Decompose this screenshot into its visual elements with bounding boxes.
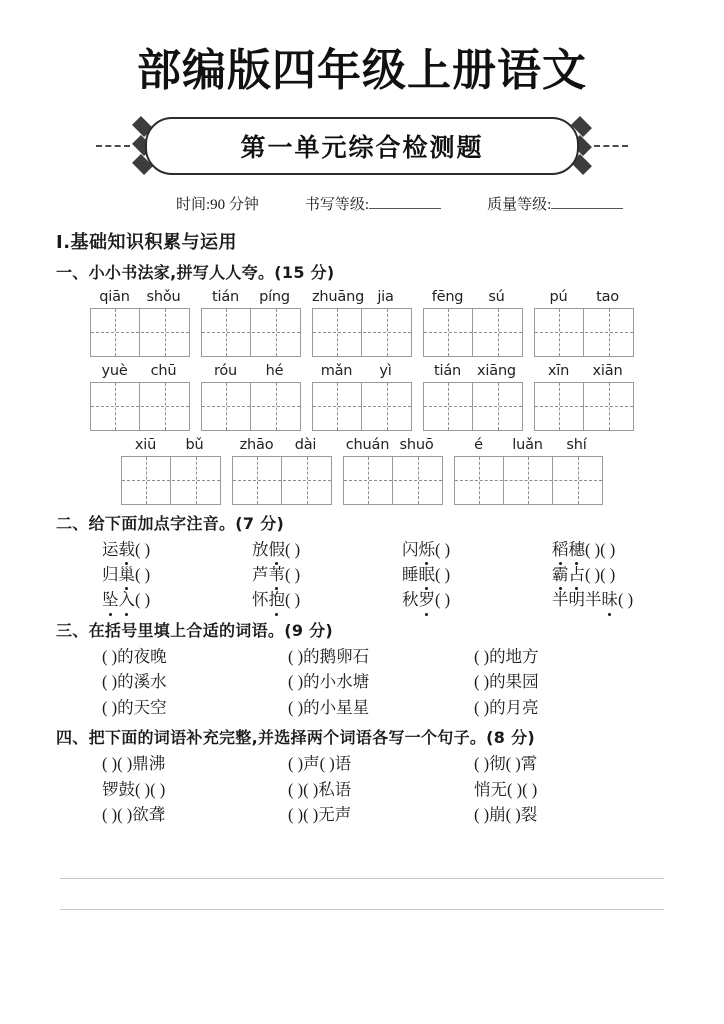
tianzige-cell[interactable] xyxy=(313,309,362,356)
tianzige-cell[interactable] xyxy=(473,383,522,430)
emphasis-dot-char: 稻 xyxy=(552,538,569,561)
pinyin-label-row xyxy=(201,289,301,305)
dashed-line-icon xyxy=(594,145,628,147)
exercise-item[interactable]: 锣鼓( )( ) xyxy=(102,779,166,799)
pinyin-grid-row xyxy=(56,437,668,505)
emphasis-dot-char: 罗 xyxy=(419,588,436,611)
writing-line[interactable] xyxy=(60,848,664,879)
pinyin-word-group xyxy=(423,289,523,357)
pinyin-word-group xyxy=(534,363,634,431)
exercise-row xyxy=(56,670,668,693)
emphasis-dot-char: 穗 xyxy=(569,538,586,561)
dashed-line-icon xyxy=(96,145,130,147)
question-1-grids xyxy=(56,289,668,505)
question-2-heading: 二、给下面加点字注音。(7 分) xyxy=(56,513,285,533)
exercise-item[interactable]: ( )( )无声 xyxy=(288,804,352,824)
part-one-heading: Ⅰ.基础知识积累与运用 xyxy=(56,231,238,253)
quality-grade-field[interactable] xyxy=(551,194,623,209)
tianzige-cell[interactable] xyxy=(553,457,602,504)
pinyin-syllable: dài xyxy=(294,436,317,453)
pinyin-grid-row xyxy=(56,363,668,431)
exercise-item[interactable]: 稻穗( )( ) xyxy=(552,538,615,561)
pinyin-syllable: qiān xyxy=(99,288,130,305)
tianzige-cell[interactable] xyxy=(344,457,393,504)
banner-decoration-right xyxy=(573,118,628,173)
pinyin-syllable: shuō xyxy=(399,436,434,453)
exercise-item[interactable]: ( )( )鼎沸 xyxy=(102,754,166,774)
pinyin-word-group xyxy=(201,289,301,357)
emphasis-dot-char: 霸 xyxy=(552,563,569,586)
exercise-item[interactable]: 坠入( ) xyxy=(102,588,252,611)
banner-decoration-left xyxy=(96,118,151,173)
exercise-item[interactable]: ( )的鹅卵石 xyxy=(288,646,370,666)
exercise-item[interactable]: 睡眠( ) xyxy=(402,563,552,586)
pinyin-syllable: xiū xyxy=(134,436,157,453)
exercise-row xyxy=(56,752,668,775)
pinyin-word-group xyxy=(454,437,603,505)
tianzige-cell[interactable] xyxy=(362,309,411,356)
writing-line[interactable] xyxy=(60,879,664,910)
pinyin-word-group xyxy=(201,363,301,431)
exercise-item[interactable]: 悄无( )( ) xyxy=(474,779,538,799)
pinyin-syllable: yuè xyxy=(101,362,128,379)
pinyin-label-row xyxy=(454,437,603,453)
pinyin-word-group xyxy=(343,437,443,505)
pinyin-word-group xyxy=(312,289,412,357)
pinyin-syllable: píng xyxy=(259,288,290,305)
tianzige-cell[interactable] xyxy=(504,457,553,504)
pinyin-word-group xyxy=(423,363,523,431)
tianzige-cell[interactable] xyxy=(122,457,171,504)
pinyin-syllable: róu xyxy=(213,362,238,379)
exercise-row xyxy=(56,563,668,586)
pinyin-syllable: xīn xyxy=(547,362,570,379)
tianzige-group xyxy=(534,382,634,431)
exercise-item[interactable]: 霸占( )( ) xyxy=(552,563,615,586)
pinyin-syllable: bǔ xyxy=(185,436,204,453)
tianzige-group xyxy=(534,308,634,357)
exam-info-bar xyxy=(56,193,668,214)
emphasis-dot-char: 占 xyxy=(569,563,586,586)
exercise-row xyxy=(56,696,668,719)
pinyin-syllable: shǒu xyxy=(146,288,181,305)
tianzige-cell[interactable] xyxy=(313,383,362,430)
tianzige-cell[interactable] xyxy=(140,383,189,430)
pinyin-syllable: mǎn xyxy=(320,362,353,379)
pinyin-label-row xyxy=(343,437,443,453)
exercise-item[interactable]: ( )的地方 xyxy=(474,646,539,666)
tianzige-cell[interactable] xyxy=(393,457,442,504)
exercise-item[interactable]: ( )的月亮 xyxy=(474,697,539,717)
emphasis-dot-char: 假 xyxy=(269,538,286,561)
exercise-item[interactable]: 半明半昧( ) xyxy=(552,588,633,611)
tianzige-group xyxy=(90,382,190,431)
exercise-item[interactable]: ( )的天空 xyxy=(102,697,167,717)
question-2-items xyxy=(56,538,668,612)
tianzige-cell[interactable] xyxy=(233,457,282,504)
emphasis-dot-char: 昧 xyxy=(602,588,619,611)
pinyin-label-row xyxy=(534,363,634,379)
tianzige-group xyxy=(121,456,221,505)
tianzige-cell[interactable] xyxy=(202,309,251,356)
pinyin-syllable: xiāng xyxy=(477,362,516,379)
pinyin-syllable: tián xyxy=(434,362,461,379)
exercise-row xyxy=(56,538,668,561)
pinyin-syllable: yì xyxy=(379,362,392,379)
tianzige-group xyxy=(232,456,332,505)
tianzige-cell[interactable] xyxy=(91,383,140,430)
exercise-item[interactable]: ( )的夜晚 xyxy=(102,646,167,666)
tianzige-cell[interactable] xyxy=(91,309,140,356)
emphasis-dot-char: 入 xyxy=(119,588,136,611)
tianzige-cell[interactable] xyxy=(584,383,633,430)
exercise-row xyxy=(56,588,668,611)
handwriting-grade-field[interactable] xyxy=(369,194,441,209)
exercise-item[interactable]: ( )崩( )裂 xyxy=(474,804,538,824)
pinyin-syllable: zhāo xyxy=(239,436,274,453)
pinyin-syllable: chū xyxy=(150,362,177,379)
pinyin-label-row xyxy=(534,289,634,305)
pinyin-label-row xyxy=(90,363,190,379)
emphasis-dot-char: 载 xyxy=(119,538,136,561)
pinyin-syllable: xiān xyxy=(592,362,623,379)
pinyin-label-row xyxy=(201,363,301,379)
pinyin-word-group xyxy=(232,437,332,505)
exercise-row xyxy=(56,645,668,668)
emphasis-dot-char: 苇 xyxy=(269,563,286,586)
exercise-item[interactable]: ( )声( )语 xyxy=(288,754,352,774)
pinyin-label-row xyxy=(423,289,523,305)
pinyin-syllable: shí xyxy=(566,436,587,453)
tianzige-cell[interactable] xyxy=(584,309,633,356)
pinyin-word-group xyxy=(90,363,190,431)
pinyin-syllable: é xyxy=(474,436,483,453)
tianzige-cell[interactable] xyxy=(424,309,473,356)
exercise-item[interactable]: 秋罗( ) xyxy=(402,588,552,611)
tianzige-cell[interactable] xyxy=(251,383,300,430)
pinyin-label-row xyxy=(232,437,332,453)
exercise-item[interactable]: 闪烁( ) xyxy=(402,538,552,561)
pinyin-label-row xyxy=(121,437,221,453)
tianzige-group xyxy=(90,308,190,357)
tianzige-cell[interactable] xyxy=(455,457,504,504)
tianzige-cell[interactable] xyxy=(362,383,411,430)
pinyin-label-row xyxy=(312,289,412,305)
pinyin-syllable: chuán xyxy=(345,436,390,453)
pinyin-syllable: pú xyxy=(549,288,568,305)
page-title: 部编版四年级上册语文 xyxy=(137,45,587,96)
tianzige-cell[interactable] xyxy=(535,309,584,356)
exercise-item[interactable]: 芦苇( ) xyxy=(252,563,402,586)
banner-box xyxy=(145,117,579,175)
exercise-item[interactable]: 归巢( ) xyxy=(102,563,252,586)
tianzige-cell[interactable] xyxy=(171,457,220,504)
pinyin-word-group xyxy=(121,437,221,505)
tianzige-group xyxy=(312,382,412,431)
pinyin-syllable: sú xyxy=(488,288,505,305)
pinyin-syllable: tián xyxy=(212,288,239,305)
tianzige-group xyxy=(312,308,412,357)
banner-subtitle: 第一单元综合检测题 xyxy=(240,132,484,162)
tianzige-group xyxy=(201,308,301,357)
emphasis-dot-char: 眠 xyxy=(419,563,436,586)
pinyin-word-group xyxy=(312,363,412,431)
emphasis-dot-char: 烁 xyxy=(419,538,436,561)
exercise-item[interactable]: ( )的果园 xyxy=(474,672,539,692)
pinyin-label-row xyxy=(90,289,190,305)
tianzige-group xyxy=(454,456,603,505)
tianzige-cell[interactable] xyxy=(424,383,473,430)
exercise-item[interactable]: ( )的小水塘 xyxy=(288,672,370,692)
tianzige-group xyxy=(423,382,523,431)
tianzige-group xyxy=(343,456,443,505)
pinyin-syllable: hé xyxy=(265,362,284,379)
handwriting-grade-label: 书写等级: xyxy=(304,196,370,213)
tianzige-cell[interactable] xyxy=(251,309,300,356)
pinyin-syllable: fēng xyxy=(431,288,464,305)
pinyin-grid-row xyxy=(56,289,668,357)
tianzige-group xyxy=(201,382,301,431)
exercise-item[interactable]: ( )彻( )霄 xyxy=(474,754,538,774)
tianzige-cell[interactable] xyxy=(535,383,584,430)
emphasis-dot-char: 抱 xyxy=(269,588,286,611)
exercise-item[interactable]: ( )( )私语 xyxy=(288,779,352,799)
exercise-item[interactable]: 放假( ) xyxy=(252,538,402,561)
pinyin-syllable: zhuāng xyxy=(312,288,365,305)
banner xyxy=(56,115,668,177)
pinyin-word-group xyxy=(534,289,634,357)
question-3-heading: 三、在括号里填上合适的词语。(9 分) xyxy=(56,620,334,640)
exercise-item[interactable]: 运载( ) xyxy=(102,538,252,561)
pinyin-label-row xyxy=(312,363,412,379)
tianzige-cell[interactable] xyxy=(473,309,522,356)
exercise-item[interactable]: 怀抱( ) xyxy=(252,588,402,611)
quality-grade-label: 质量等级: xyxy=(487,196,552,213)
exercise-item[interactable]: ( )的小星星 xyxy=(288,697,370,717)
tianzige-cell[interactable] xyxy=(282,457,331,504)
tianzige-cell[interactable] xyxy=(202,383,251,430)
exam-time: 时间:90 分钟 xyxy=(176,196,259,213)
pinyin-word-group xyxy=(90,289,190,357)
pinyin-syllable: jia xyxy=(377,288,394,305)
emphasis-dot-char: 巢 xyxy=(119,563,136,586)
question-4-heading: 四、把下面的词语补充完整,并选择两个词语各写一个句子。(8 分) xyxy=(56,728,536,748)
emphasis-dot-char: 坠 xyxy=(102,588,119,611)
exercise-item[interactable]: ( )( )欲聋 xyxy=(102,804,166,824)
answer-writing-lines xyxy=(56,848,668,910)
question-4-items xyxy=(56,752,668,826)
question-1-heading: 一、小小书法家,拼写人人夸。(15 分) xyxy=(56,262,335,282)
pinyin-syllable: tao xyxy=(596,288,619,305)
tianzige-cell[interactable] xyxy=(140,309,189,356)
pinyin-label-row xyxy=(423,363,523,379)
tianzige-group xyxy=(423,308,523,357)
exercise-row xyxy=(56,778,668,801)
question-3-items xyxy=(56,645,668,719)
pinyin-syllable: luǎn xyxy=(512,436,543,453)
exercise-item[interactable]: ( )的溪水 xyxy=(102,672,167,692)
exercise-row xyxy=(56,803,668,826)
